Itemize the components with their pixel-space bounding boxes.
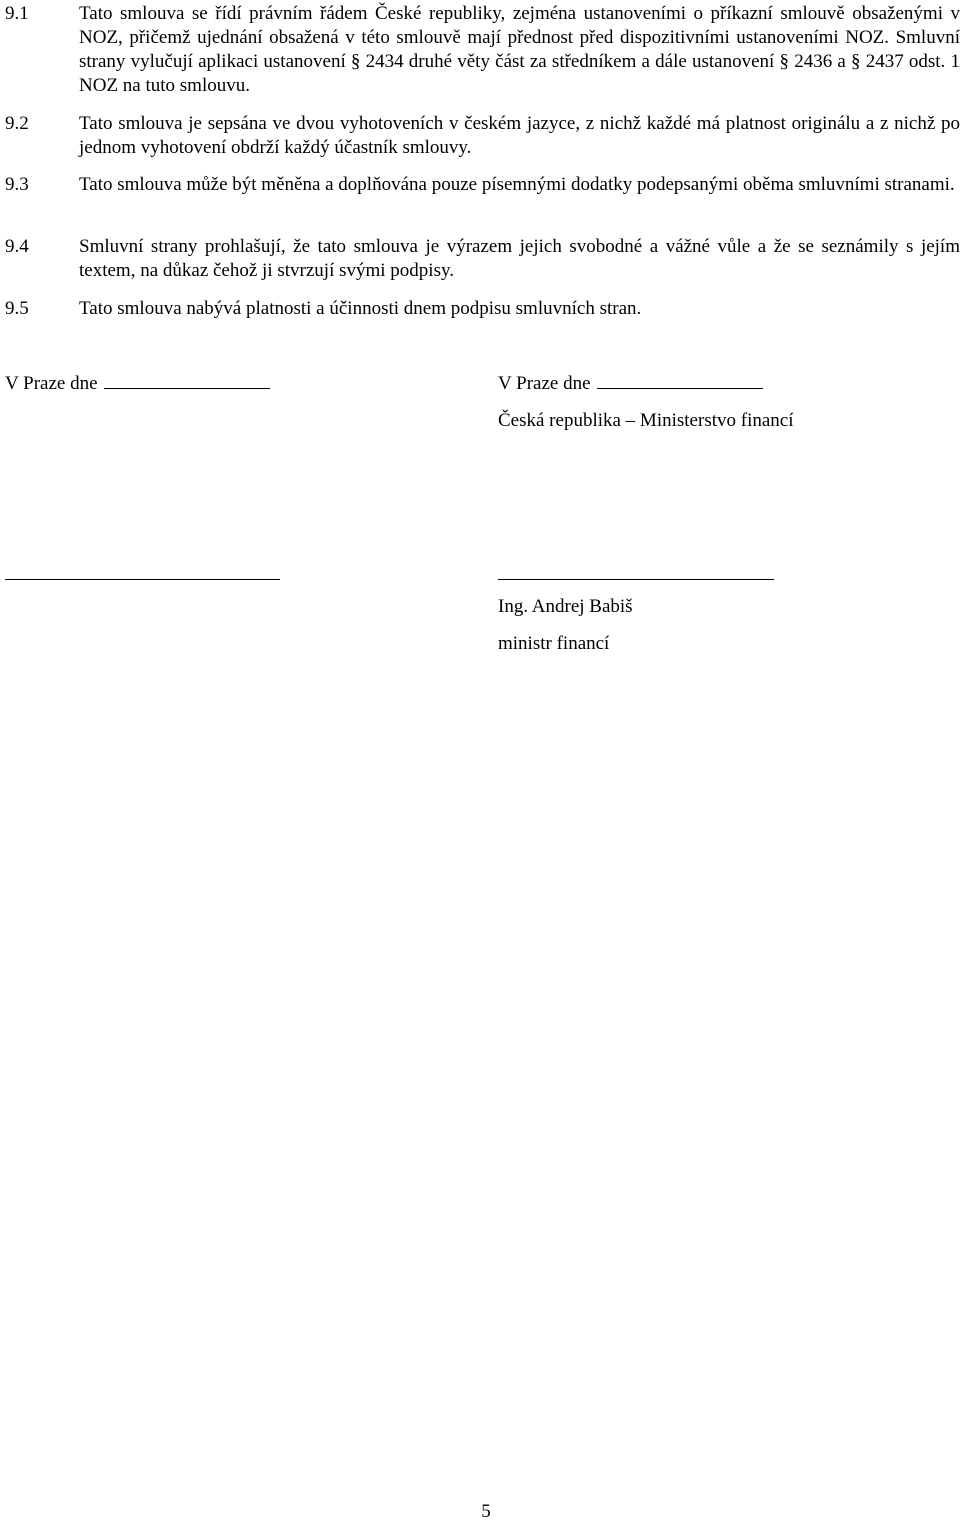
right-place-date <box>498 372 763 396</box>
clause-number: 9.3 <box>5 174 29 195</box>
clause-text: Tato smlouva nabývá platnosti a účinnosti dnem podpisu smluvních stran. <box>79 298 642 319</box>
clause-9-4 <box>5 235 960 283</box>
clause-9-5 <box>5 297 960 321</box>
right-signature-line <box>498 579 774 580</box>
signatory-title: ministr financí <box>498 633 610 654</box>
clause-text: Tato smlouva se řídí právním řádem České republiky, zejména ustanoveními o příkazní smlouvě obsaženými v NOZ, přičemž ujednání obsažená v této smlouvě mají přednost před dispozitivními ustanoveními NOZ. Smluvní strany vylučují aplikaci ustanovení § 2434 druhé věty část za středníkem a dále ustanovení § 2436 a § 2437 odst. 1 NOZ na tuto smlouvu. <box>79 3 960 96</box>
right-date-blank <box>597 372 763 389</box>
right-party-name: Česká republika – Ministerstvo financí <box>498 410 794 431</box>
left-date-blank <box>104 372 270 389</box>
clause-9-3 <box>5 173 960 197</box>
clause-text: Tato smlouva je sepsána ve dvou vyhotoveních v českém jazyce, z nichž každé má platnost originálu a z nichž po jednom vyhotovení obdrží každý účastník smlouvy. <box>79 113 960 158</box>
clause-number: 9.4 <box>5 236 29 257</box>
signatory-name: Ing. Andrej Babiš <box>498 596 633 617</box>
clause-9-1 <box>5 2 960 98</box>
clause-text: Tato smlouva může být měněna a doplňována pouze písemnými dodatky podepsanými oběma smluvními stranami. <box>79 174 955 195</box>
clause-number: 9.1 <box>5 3 29 24</box>
right-place-date-label: V Praze dne <box>498 373 591 394</box>
clause-number: 9.5 <box>5 298 29 319</box>
clause-number: 9.2 <box>5 113 29 134</box>
clause-text: Smluvní strany prohlašují, že tato smlouva je výrazem jejich svobodné a vážné vůle a že se seznámily s jejím textem, na důkaz čehož ji stvrzují svými podpisy. <box>79 236 960 281</box>
page-number: 5 <box>481 1501 491 1522</box>
clause-9-2 <box>5 112 960 160</box>
left-place-date-label: V Praze dne <box>5 373 98 394</box>
left-signature-line <box>5 579 280 580</box>
left-place-date <box>5 372 270 396</box>
